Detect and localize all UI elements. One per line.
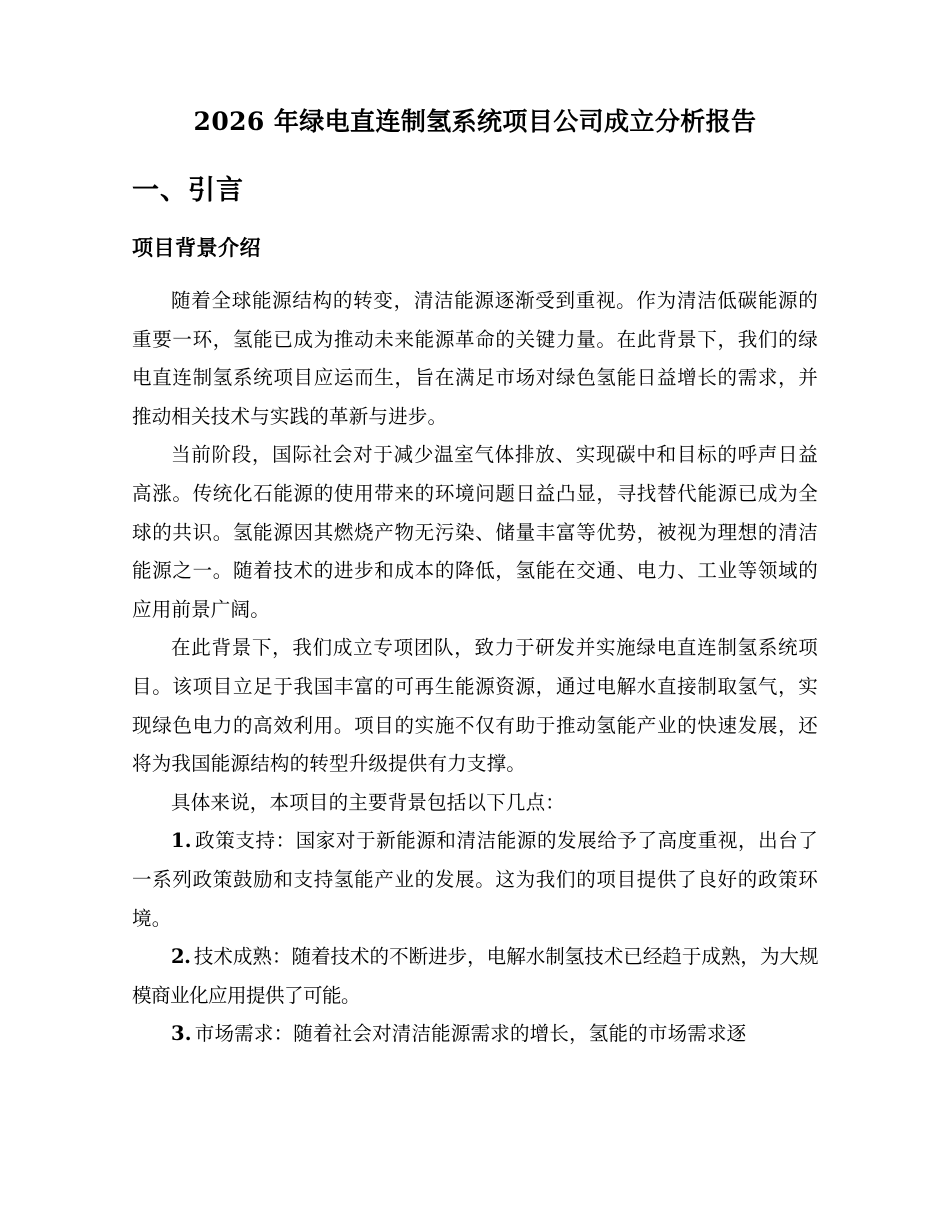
list-item-number: 3. [171,1022,192,1046]
list-item-text: 技术成熟：随着技术的不断进步，电解水制氢技术已经趋于成熟，为大规模商业化应用提供了可能。 [132,945,818,1007]
body-paragraph-1: 随着全球能源结构的转变，清洁能源逐渐受到重视。作为清洁低碳能源的重要一环，氢能已成为推动未来能源革命的关键力量。在此背景下，我们的绿电直连制氢系统项目应运而生，旨在满足市场对绿色氢能日益增长的需求，并推动相关技术与实践的革新与进步。 [132,289,818,428]
list-item [132,1015,818,1054]
body-paragraph-4: 具体来说，本项目的主要背景包括以下几点： [171,790,566,814]
body-paragraph-2: 当前阶段，国际社会对于减少温室气体排放、实现碳中和目标的呼声日益高涨。传统化石能源的使用带来的环境问题日益凸显，寻找替代能源已成为全球的共识。氢能源因其燃烧产物无污染、储量丰富等优势，被视为理想的清洁能源之一。随着技术的进步和成本的降低，氢能在交通、电力、工业等领域的应用前景广阔。 [132,443,818,621]
body-paragraph-3: 在此背景下，我们成立专项团队，致力于研发并实施绿电直连制氢系统项目。该项目立足于我国丰富的可再生能源资源，通过电解水直接制取氢气，实现绿色电力的高效利用。项目的实施不仅有助于推动氢能产业的快速发展，还将为我国能源结构的转型升级提供有力支撑。 [132,636,818,776]
document-title: 2026 年绿电直连制氢系统项目公司成立分析报告 [193,107,757,136]
list-item [132,822,818,938]
section-heading-introduction: 一、引言 [132,175,244,206]
list-item-number: 1. [171,829,192,853]
list-item-text: 政策支持：国家对于新能源和清洁能源的发展给予了高度重视，出台了一系列政策鼓励和支持氢能产业的发展。这为我们的项目提供了良好的政策环境。 [132,829,818,930]
list-item [132,938,818,1015]
subsection-heading-project-background: 项目背景介绍 [132,235,261,260]
list-item-number: 2. [171,945,191,969]
list-item-text: 市场需求：随着社会对清洁能源需求的增长，氢能的市场需求逐 [194,1022,747,1046]
